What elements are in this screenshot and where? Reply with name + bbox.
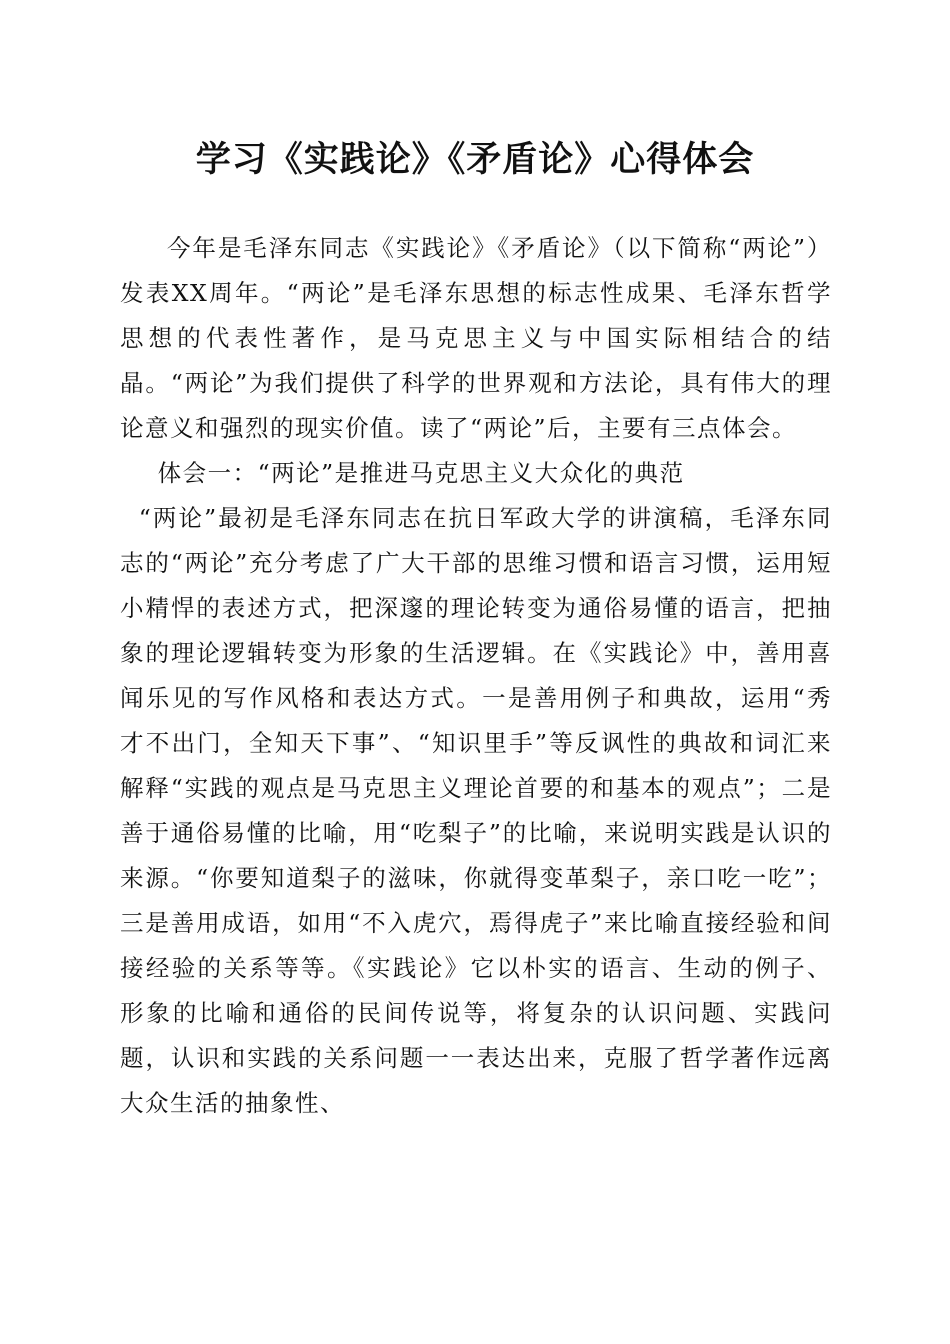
section-heading-1: 体会一：“两论”是推进马克思主义大众化的典范 bbox=[157, 459, 685, 487]
document-title: 学习《实践论》《矛盾论》心得体会 bbox=[195, 139, 755, 180]
section-1-paragraph: “两论”最初是毛泽东同志在抗日军政大学的讲演稿，毛泽东同志的“两论”充分考虑了广大干部的思维习惯和语言习惯，运用短小精悍的表述方式，把深邃的理论转变为通俗易懂的语言，把抽象的理论逻辑转变为形象的生活逻辑。在《实践论》中，善用喜闻乐见的写作风格和表达方式。一是善用例子和典故，运用“秀才不出门，全知天下事”、“知识里手”等反讽性的典故和词汇来解释“实践的观点是马克思主义理论首要的和基本的观点”；二是善于通俗易懂的比喻，用“吃梨子”的比喻，来说明实践是认识的来源。“你要知道梨子的滋味，你就得变革梨子，亲口吃一吃”；三是善用成语，如用“不入虎穴，焉得虎子”来比喻直接经验和间接经验的关系等等。《实践论》它以朴实的语言、生动的例子、形象的比喻和通俗的民间传说等，将复杂的认识问题、实践问题，认识和实践的关系问题一一表达出来，克服了哲学著作远离大众生活的抽象性、 bbox=[120, 504, 832, 1117]
document-body bbox=[120, 226, 832, 1126]
intro-paragraph: 今年是毛泽东同志《实践论》《矛盾论》（以下简称“两论”）发表XX周年。“两论”是毛泽东思想的标志性成果、毛泽东哲学思想的代表性著作，是马克思主义与中国实际相结合的结晶。“两论”为我们提供了科学的世界观和方法论，具有伟大的理论意义和强烈的现实价值。读了“两论”后，主要有三点体会。 bbox=[120, 234, 832, 442]
